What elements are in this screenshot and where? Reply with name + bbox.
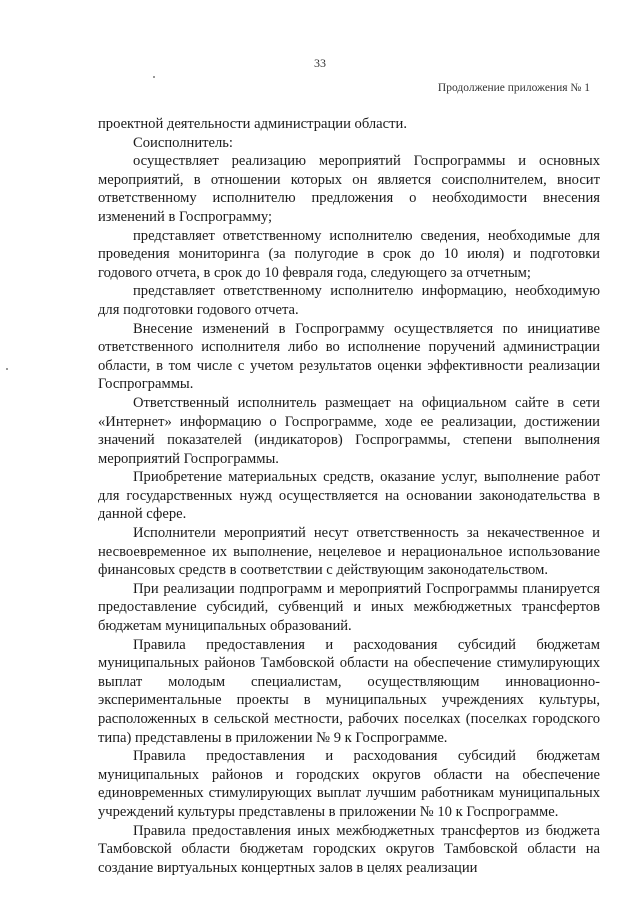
paragraph: проектной деятельности администрации области.: [98, 116, 407, 132]
scan-speck: [6, 368, 8, 370]
paragraph: Приобретение материальных средств, оказание услуг, выполнение работ для государственных нужд осуществляется на основании законодательства в данной сфере.: [98, 469, 600, 523]
paragraph: Ответственный исполнитель размещает на официальном сайте в сети «Интернет» информацию о Госпрограмме, ходе ее реализации, достижении значений показателей (индикаторов) Госпрограммы, степени выполнения мероприятий Госпрограммы.: [98, 394, 600, 467]
paragraph: Внесение изменений в Госпрограмму осуществляется по инициативе ответственного исполнителя либо во исполнение поручений администрации области, в том числе с учетом результатов оценки эффективности реализации Госпрограммы.: [98, 320, 600, 393]
document-body: [98, 115, 600, 877]
paragraph: При реализации подпрограмм и мероприятий Госпрограммы планируется предоставление субсидий, субвенций и иных межбюджетных трансфертов бюджетам муниципальных образований.: [98, 580, 600, 635]
paragraph: Правила предоставления и расходования субсидий бюджетам муниципальных районов и городских округов области на обеспечение единовременных стимулирующих выплат лучшим работникам муниципальных учреждений культуры представлены в приложении № 10 к Госпрограмме.: [98, 748, 600, 820]
paragraph: Соисполнитель:: [133, 134, 233, 151]
paragraph: Исполнители мероприятий несут ответственность за некачественное и несвоевременное их выполнение, нецелевое и нерациональное использование финансовых средств в соответствии с действующим законодательством.: [98, 525, 600, 579]
appendix-continuation-note: Продолжение приложения № 1: [437, 82, 590, 94]
page-number: 33: [314, 56, 326, 70]
scan-speck: [153, 76, 155, 78]
paragraph: представляет ответственному исполнителю сведения, необходимые для проведения мониторинга (за полугодие в срок до 10 июля) и подготовки годового отчета, в срок до 10 февраля года, следующего за отчетным;: [98, 227, 600, 281]
paragraph: Правила предоставления иных межбюджетных трансфертов из бюджета Тамбовской области бюджетам городских округов Тамбовской области на создание виртуальных концертных залов в целях реализации: [98, 822, 600, 876]
paragraph: осуществляет реализацию мероприятий Госпрограммы и основных мероприятий, в отношении которых он является соисполнителем, вносит ответственному исполнителю предложения о необходимости внесения изменений в Госпрограмму;: [98, 153, 600, 225]
paragraph: представляет ответственному исполнителю информацию, необходимую для подготовки годового отчета.: [98, 283, 600, 318]
paragraph: Правила предоставления и расходования субсидий бюджетам муниципальных районов Тамбовской области на обеспечение стимулирующих выплат молодым специалистам, осуществляющим инновационно-экспериментальные проекты в муниципальных учреждениях культуры, расположенных в сельской местности, рабочих поселках (поселках городского типа) представлены в приложении № 9 к Госпрограмме.: [98, 636, 600, 746]
